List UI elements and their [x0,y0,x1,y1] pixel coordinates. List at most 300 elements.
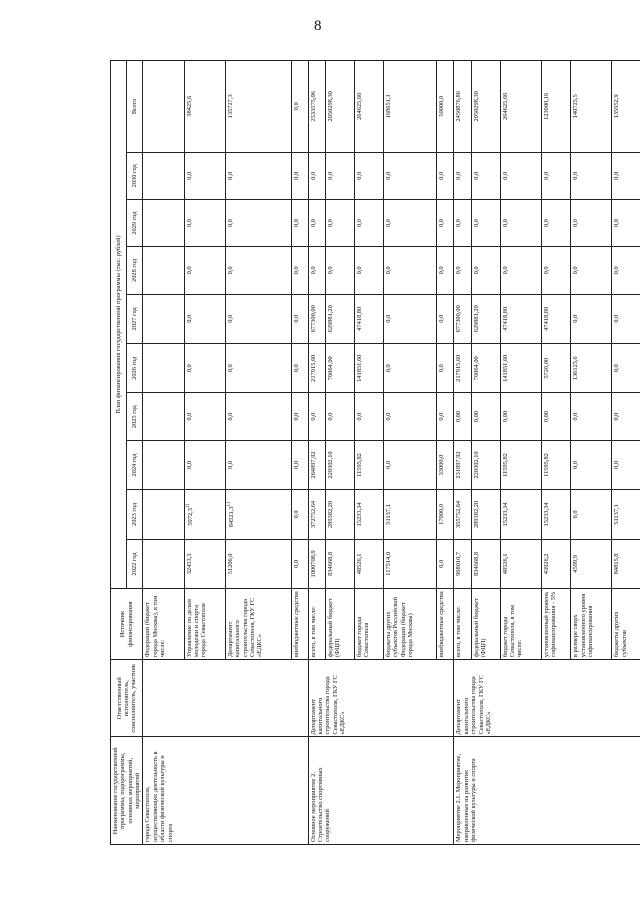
value-cell [471,539,500,588]
value-text: 220302,10 [472,451,480,479]
value-text: 0,0 [501,219,509,228]
value-text: 0,0 [385,219,392,228]
header-year: 2027 год [127,294,143,343]
header-year: 2024 год [127,440,143,489]
value-cell [184,539,225,588]
value-cell [384,440,437,489]
value-text: 2050298,30 [326,91,334,122]
value-text: 0,0 [385,364,392,373]
value-text: 47418,80 [355,306,363,331]
value-cell [471,199,500,246]
value-cell [325,393,354,440]
value-cell [437,539,454,588]
row-source: федеральный бюджет (ФЦП) [471,589,500,660]
value-text: 0,0 [309,412,317,421]
value-cell [143,344,184,393]
value-text: 0,0 [455,171,463,180]
value-cell [612,199,640,246]
value-cell [184,490,225,539]
value-text: 32453,3 [185,553,193,575]
value-cell [541,152,570,199]
value-cell [454,152,471,199]
value-cell [325,490,354,539]
value-cell [437,344,454,393]
value-text: 51206,0 [227,553,235,575]
value-cell [226,247,292,294]
value-cell [437,61,454,153]
value-text: 123900,16 [542,92,550,120]
value-text: 0,0 [438,559,446,568]
value-text: 0,0 [613,314,621,323]
value-text: 677300,00 [455,305,463,333]
value-cell [437,294,454,343]
value-cell [354,344,383,393]
value-text: 629881,20 [472,305,480,333]
value-text: 231897,92 [455,451,463,479]
value-cell [184,152,225,199]
value-text: 141851,60 [355,354,363,382]
value-cell [500,393,541,440]
header-year: 2029 год [127,199,143,246]
value-cell [471,152,500,199]
value-text: 11595,82 [542,453,550,477]
value-cell [354,294,383,343]
value-text: 0,0 [292,559,300,568]
value-cell [354,152,383,199]
value-text: 0,0 [613,171,621,180]
value-cell [291,199,308,246]
value-text: 0,0 [292,364,300,373]
value-text: 0,0 [227,219,235,228]
value-cell [384,152,437,199]
value-text: 0,0 [385,266,392,275]
value-text: 1000708,9 [309,550,317,578]
value-text: 0,0 [572,314,580,323]
value-cell [454,61,471,153]
value-cell [291,539,308,588]
value-text: 15233,34 [355,502,363,527]
value-cell [571,61,612,153]
value-text: 0,0 [309,266,317,275]
value-cell [471,247,500,294]
row-source: установленный уровень софинансирования - 5% [541,589,570,660]
value-cell [471,393,500,440]
value-cell [541,393,570,440]
value-text: 0,0 [438,171,446,180]
header-year: 2023 год [127,490,143,539]
value-text: 135727,3 [227,94,235,119]
row-executor: Департамент капитального строительства города Севастополя, ГКУ ГС «ЕДКС» [454,660,640,737]
value-cell [226,61,292,153]
value-text: 0,0 [572,461,580,469]
value-cell [471,344,500,393]
value-cell [437,440,454,489]
value-text: 0,0 [385,171,392,180]
value-cell [454,247,471,294]
value-text: 48526,1 [501,553,509,575]
value-text: 0,0 [455,266,463,275]
value-cell [308,440,325,489]
table-row [308,61,325,845]
value-text: 0,0 [227,266,235,275]
value-cell [143,247,184,294]
value-text: 834668,8 [472,551,480,576]
value-text: 0,0 [572,266,580,275]
value-cell [541,440,570,489]
value-text: 0,0 [501,266,509,275]
value-cell [541,61,570,153]
value-text: 0,0 [572,219,580,228]
value-cell [541,247,570,294]
value-cell [500,344,541,393]
value-cell [308,61,325,153]
value-text: 141851,60 [501,354,509,382]
footnote-mark: 11 [227,501,233,507]
value-cell [571,247,612,294]
value-cell [325,247,354,294]
value-text: 0,0 [227,364,235,373]
header-year: 2030 год [127,152,143,199]
page-number: 8 [314,18,322,34]
value-cell [354,539,383,588]
value-text: 38425,6 [185,95,193,117]
value-cell [471,490,500,539]
value-text: 0,00 [472,411,480,423]
value-text: 0,0 [292,314,300,323]
value-cell [541,490,570,539]
value-cell [143,440,184,489]
value-cell [308,294,325,343]
value-cell [226,393,292,440]
header-year: 2028 год [127,247,143,294]
value-text: 0,0 [613,364,621,373]
value-cell [612,152,640,199]
header-plan: План финансирования государственной программы (тыс. рублей) [111,61,127,589]
value-text: 0,0 [309,171,317,180]
value-text: 0,0 [613,219,621,228]
value-text: 677300,00 [309,305,317,333]
value-cell [354,61,383,153]
value-text: 0,0 [542,219,550,228]
value-cell [384,539,437,588]
value-cell [143,393,184,440]
value-text: 0,0 [292,219,300,228]
value-text: 0,0 [385,461,392,469]
value-text: 136125,6 [572,356,580,381]
value-text: 4599,9 [572,555,580,573]
value-cell [143,152,184,199]
rotated-table-container [110,60,630,845]
value-cell [471,440,500,489]
value-text: 0,0 [613,461,621,469]
value-text: 5972,3 [186,508,194,526]
value-cell [471,61,500,153]
row-source: Управление по делам молодежи и спорта города Севастополя [184,589,225,660]
value-text: 0,0 [501,171,509,180]
value-cell [571,294,612,343]
value-cell [325,440,354,489]
row-source: всего, в том числе: [308,589,325,660]
value-cell [291,247,308,294]
value-cell [500,539,541,588]
value-cell [454,539,471,588]
table-row [454,61,471,845]
value-cell [291,294,308,343]
value-cell [500,247,541,294]
value-cell [541,344,570,393]
footnote-mark: 11 [185,503,191,509]
value-text: 0,0 [326,412,334,421]
value-text: 51137,1 [385,504,392,525]
value-cell [354,247,383,294]
value-cell [612,440,640,489]
value-text: 76064,00 [472,356,480,381]
value-text: 168651,1 [385,94,392,119]
value-cell [454,490,471,539]
value-cell [291,152,308,199]
value-cell [184,393,225,440]
header-executor: Ответственный исполнитель, соисполнитель, участник [111,660,143,737]
value-text: 0,0 [185,314,193,323]
value-cell [226,294,292,343]
value-cell [384,247,437,294]
value-cell [541,539,570,588]
value-text: 0,0 [355,412,363,421]
value-text: 0,0 [355,219,363,228]
value-text: 264625,66 [501,92,509,120]
value-cell [571,152,612,199]
value-text: 968010,7 [455,551,463,576]
value-cell [184,294,225,343]
value-text: 217915,60 [309,354,317,382]
value-cell [354,393,383,440]
value-cell [384,490,437,539]
value-cell [612,247,640,294]
value-text: 220302,10 [326,451,334,479]
value-cell [143,490,184,539]
value-cell [184,440,225,489]
value-text: 0,0 [185,461,193,469]
value-text: 0,0 [438,314,446,323]
value-text: 0,0 [438,412,446,421]
value-text: 0,0 [385,314,392,323]
value-cell [308,490,325,539]
value-cell [325,61,354,153]
value-cell [612,539,640,588]
value-cell [226,152,292,199]
value-text: 0,0 [185,171,193,180]
value-cell [454,199,471,246]
value-cell [226,490,292,539]
value-cell [354,490,383,539]
value-text: 43926,2 [542,553,550,575]
value-cell [384,61,437,153]
value-cell [541,199,570,246]
financing-table [110,60,640,845]
table-row [143,61,184,845]
value-text: 0,0 [355,171,363,180]
value-cell [471,294,500,343]
value-cell [454,440,471,489]
value-cell [500,61,541,153]
value-cell [571,539,612,588]
row-source: внебюджетные средства [291,589,308,660]
value-cell [437,247,454,294]
value-cell [354,199,383,246]
value-cell [143,61,184,153]
value-cell [226,344,292,393]
value-cell [226,199,292,246]
value-text: 47418,80 [542,306,550,331]
value-text: 372752,64 [309,500,317,529]
value-text: 0,0 [292,461,300,469]
value-text: 0,0 [613,266,621,275]
value-text: 0,0 [326,266,334,275]
value-text: 0,0 [455,219,463,228]
value-text: 0,0 [292,510,300,519]
value-text: 47418,80 [501,306,509,331]
value-cell [437,152,454,199]
value-text: 0,0 [227,171,235,180]
value-text: 0,0 [326,171,334,180]
value-text: 0,0 [185,412,193,421]
value-cell [612,294,640,343]
value-cell [384,294,437,343]
row-source: Департамент капитального строительства города Севастополя, ГКУ ГС «ЕДКС» [226,589,292,660]
value-cell [308,344,325,393]
value-cell [291,344,308,393]
row-source: федеральный бюджет (ФЦП) [325,589,354,660]
value-text: 135952,9 [613,94,621,119]
value-text: 0,0 [227,412,235,421]
value-cell [325,294,354,343]
value-text: 0,0 [227,314,235,323]
value-cell [291,440,308,489]
row-program-name: Мероприятие 2.1. Мероприятие, направленные на развитие физической культуры и спорта [454,737,640,845]
value-cell [325,152,354,199]
value-cell [571,440,612,489]
value-text: 834668,8 [326,551,334,576]
value-text: 0,0 [572,412,580,421]
value-text: 76064,00 [326,356,334,381]
value-cell [571,199,612,246]
value-cell [571,344,612,393]
value-text: 17000,0 [438,504,446,525]
value-text: 11595,82 [355,453,363,477]
value-cell [308,393,325,440]
value-cell [184,344,225,393]
value-cell [184,247,225,294]
value-text: 289382,20 [326,500,334,529]
value-cell [454,393,471,440]
value-text: 264897,92 [309,451,317,479]
value-text: 217915,60 [455,354,463,382]
value-text: 50000,0 [438,95,446,117]
value-text: 84815,8 [613,553,621,575]
value-cell [500,490,541,539]
value-text: 0,00 [501,411,509,423]
row-source: в размере сверх установленного уровня софинансирования [571,589,612,660]
value-text: 0,0 [472,219,480,228]
value-text: 0,0 [438,219,446,228]
value-text: 0,0 [542,266,550,275]
value-cell [437,393,454,440]
value-text: 2533575,06 [309,91,317,122]
value-cell [384,199,437,246]
header-name: Наименование государственной программы, подпрограммы, основных мероприятий, мероприятий [111,737,143,845]
header-year: Всего [127,61,143,153]
value-cell [500,294,541,343]
value-cell [454,344,471,393]
value-text: 117514,0 [385,552,392,576]
row-source: Федерации (бюджет города Москвы), в том числе: [143,589,184,660]
value-text: 0,00 [542,411,550,423]
value-cell [325,199,354,246]
value-text: 0,0 [572,171,580,180]
value-text: 51137,1 [613,504,621,525]
value-cell [571,393,612,440]
row-source: бюджеты других субъектов [612,589,640,660]
value-text: 629881,20 [326,305,334,333]
value-text: 11595,82 [501,453,509,477]
value-cell [325,539,354,588]
value-cell [500,440,541,489]
value-text: 0,0 [472,266,480,275]
value-text: 5726,00 [542,357,550,379]
row-executor [143,660,308,737]
value-cell [325,344,354,393]
value-cell [143,199,184,246]
value-text: 33000,0 [438,454,446,476]
value-text: 140725,5 [572,94,580,119]
value-cell [612,344,640,393]
value-text: 0,0 [438,364,446,373]
value-text: 0,0 [472,171,480,180]
value-text: 0,0 [542,171,550,180]
value-text: 355752,64 [455,500,463,529]
value-text: 0,0 [185,266,193,275]
value-text: 48526,1 [355,553,363,575]
row-source: бюджет города Севастополя [354,589,383,660]
value-text: 264625,66 [355,92,363,120]
value-cell [308,199,325,246]
value-text: 2050298,30 [472,91,480,122]
value-text: 15233,34 [542,502,550,527]
row-source: бюджет города Севастополя, в том числе: [500,589,541,660]
value-cell [500,199,541,246]
value-text: 0,0 [326,219,334,228]
value-cell [541,294,570,343]
value-cell [143,294,184,343]
value-cell [308,152,325,199]
value-text: 0,0 [185,219,193,228]
value-cell [308,539,325,588]
value-text: 0,00 [455,411,463,423]
value-cell [437,199,454,246]
header-year: 2026 год [127,344,143,393]
value-cell [384,344,437,393]
value-text: 0,0 [613,412,621,421]
value-text: 0,0 [385,412,392,421]
value-cell [184,199,225,246]
value-text: 2450876,86 [455,91,463,122]
row-program-name: города Севастополя, осуществляющих деятельность в области физической культуры и спорта [143,737,308,845]
value-text: 84521,3 [228,506,236,528]
value-text: 0,0 [309,219,317,228]
value-cell [143,539,184,588]
value-text: 0,0 [292,171,300,180]
value-text: 0,0 [355,266,363,275]
